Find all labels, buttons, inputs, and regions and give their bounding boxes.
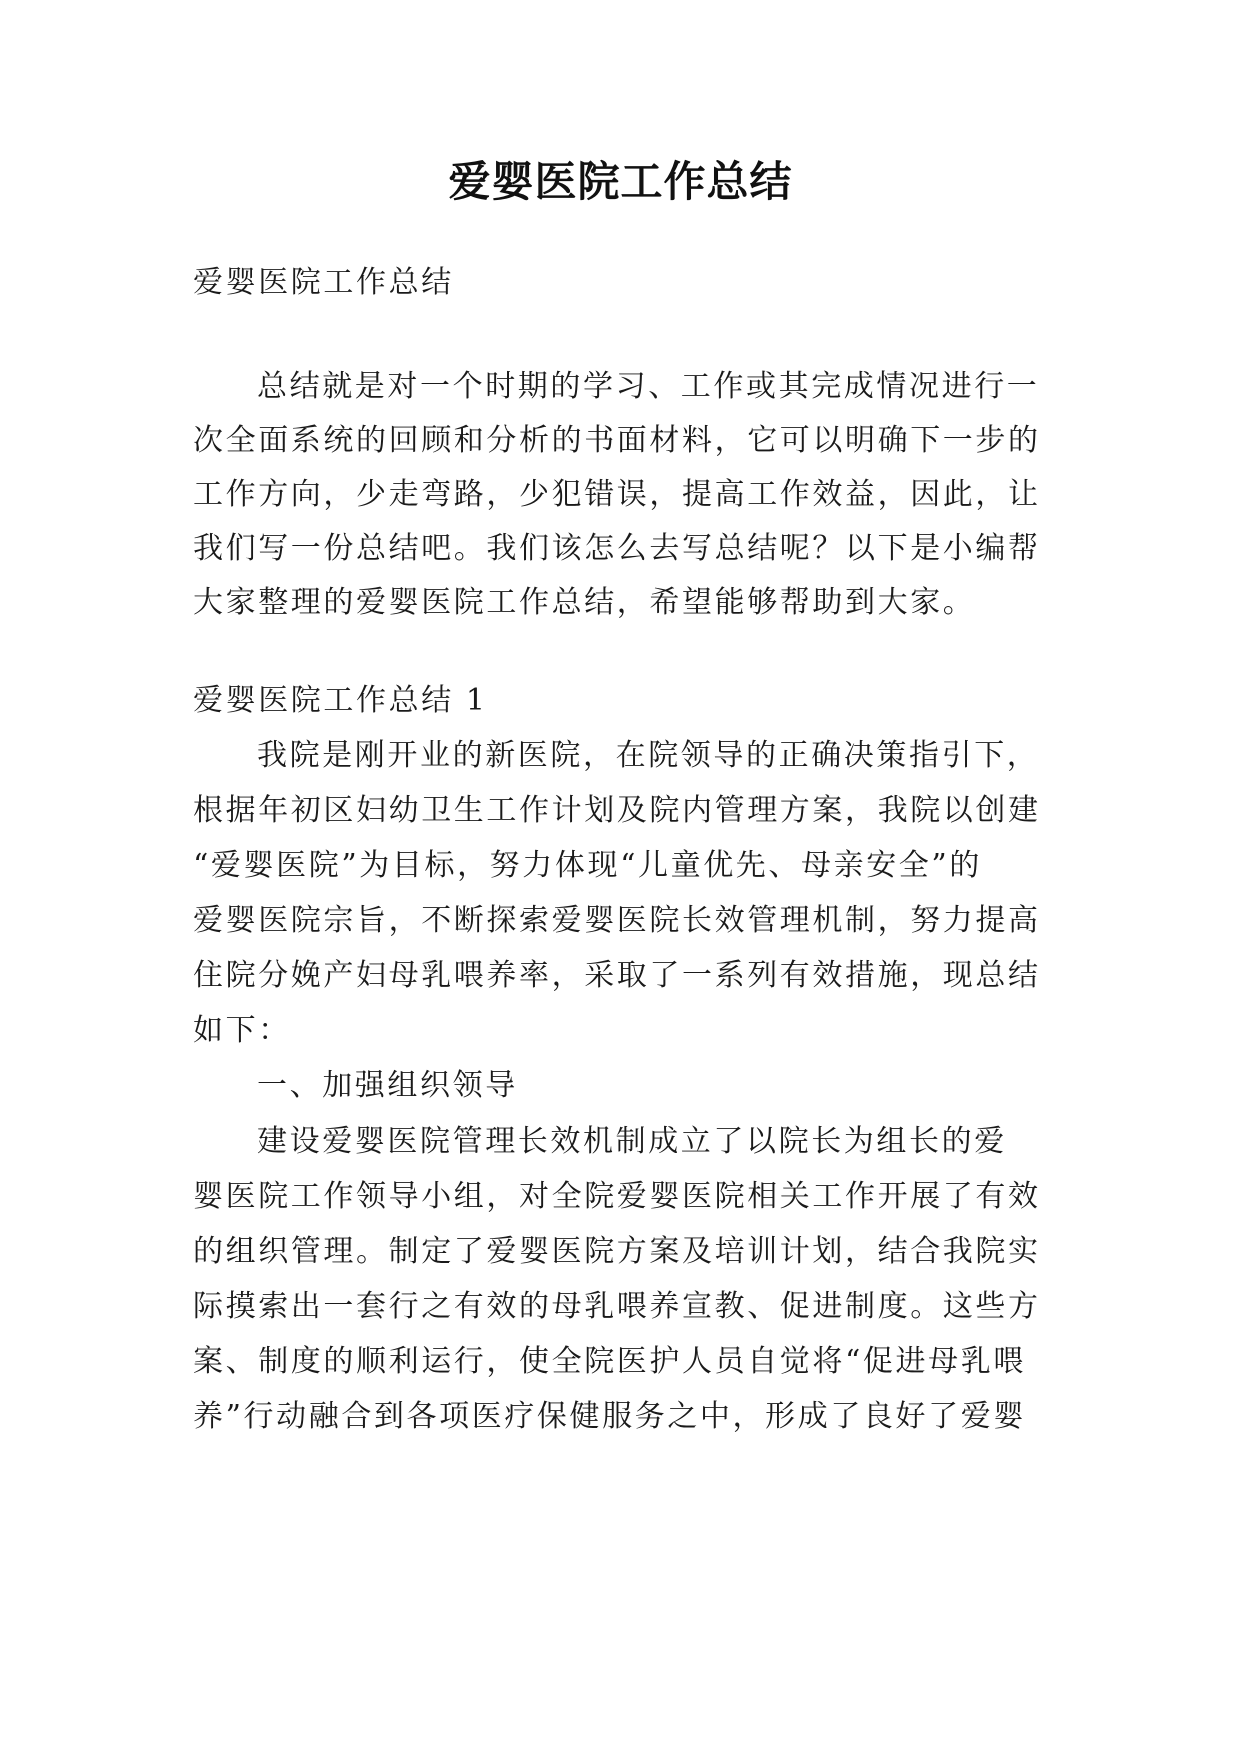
subheading: 一、加强组织领导 xyxy=(257,1068,518,1103)
paragraph-line: 建设爱婴医院管理长效机制成立了以院长为组长的爱 xyxy=(257,1124,1007,1159)
section1-line: 如下： xyxy=(193,1013,291,1048)
section1-line: 根据年初区妇幼卫生工作计划及院内管理方案，我院以创建 xyxy=(193,793,1041,828)
section-heading: 爱婴医院工作总结 1 xyxy=(193,683,488,718)
section1-line: 住院分娩产妇母乳喂养率，采取了一系列有效措施，现总结 xyxy=(193,958,1041,993)
document-title: 爱婴医院工作总结 xyxy=(448,157,793,206)
paragraph-line: 婴医院工作领导小组，对全院爱婴医院相关工作开展了有效 xyxy=(193,1179,1041,1214)
paragraph-line: 的组织管理。制定了爱婴医院方案及培训计划，结合我院实 xyxy=(193,1234,1041,1269)
intro-line: 我们写一份总结吧。我们该怎么去写总结呢？以下是小编帮 xyxy=(193,531,1041,566)
section1-line: 爱婴医院宗旨，不断探索爱婴医院长效管理机制，努力提高 xyxy=(193,903,1041,938)
intro-line: 次全面系统的回顾和分析的书面材料，它可以明确下一步的 xyxy=(193,423,1041,458)
intro-line: 大家整理的爱婴医院工作总结，希望能够帮助到大家。 xyxy=(193,585,976,620)
paragraph-line: 案、制度的顺利运行，使全院医护人员自觉将“促进母乳喂 xyxy=(193,1344,1026,1379)
paragraph-line: 养”行动融合到各项医疗保健服务之中，形成了良好了爱婴 xyxy=(193,1399,1026,1434)
document-subtitle: 爱婴医院工作总结 xyxy=(193,265,454,300)
paragraph-line: 际摸索出一套行之有效的母乳喂养宣教、促进制度。这些方 xyxy=(193,1289,1041,1324)
section1-line: “爱婴医院”为目标，努力体现“儿童优先、母亲安全”的 xyxy=(193,848,982,883)
intro-line: 总结就是对一个时期的学习、工作或其完成情况进行一 xyxy=(257,369,1040,404)
intro-line: 工作方向，少走弯路，少犯错误，提高工作效益，因此，让 xyxy=(193,477,1041,512)
section1-line: 我院是刚开业的新医院，在院领导的正确决策指引下， xyxy=(257,738,1040,773)
